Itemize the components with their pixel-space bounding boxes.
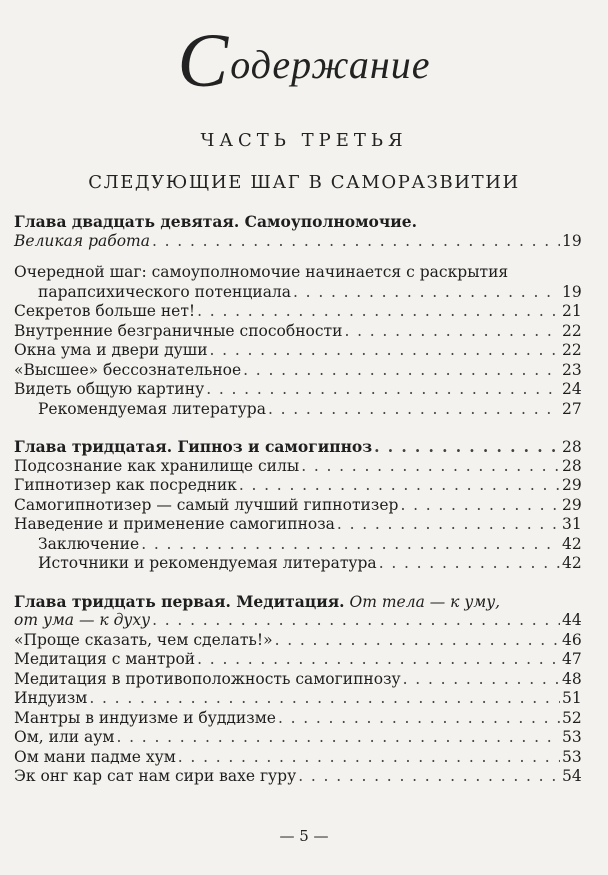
toc-leader-dots [400, 496, 560, 516]
toc-entry [14, 322, 580, 342]
toc-entry [14, 361, 580, 381]
toc-leader-dots [116, 728, 560, 748]
toc-page-number: 23 [562, 360, 582, 379]
toc-page-number: 28 [562, 456, 582, 475]
toc-page-number: 53 [562, 747, 582, 766]
toc-entry-text: Подсознание как хранилище силы [14, 456, 300, 475]
toc-entry-text: Ом мани падме хум [14, 747, 176, 766]
toc-entry [14, 554, 580, 574]
toc-page-number: 48 [562, 669, 582, 688]
title-rest: одержание [230, 42, 431, 87]
toc-entry-line1: Очередной шаг: самоуполномочие начинается с раскрытия [14, 263, 509, 281]
toc-leader-dots [278, 709, 560, 729]
toc-leader-dots [239, 476, 560, 496]
toc-page-number: 54 [562, 767, 582, 785]
toc-entry [14, 709, 580, 729]
toc-page-number: 44 [562, 611, 582, 629]
toc-page-number: 29 [562, 476, 582, 494]
toc-leader-dots [268, 400, 560, 420]
toc-leader-dots [374, 437, 560, 457]
toc-entry [14, 457, 580, 477]
toc-entry [14, 767, 580, 787]
toc-leader-dots [379, 554, 560, 574]
toc-entry-text: Медитация в противоположность самогипнозу [14, 669, 401, 688]
part-heading: ЧАСТЬ ТРЕТЬЯ [200, 130, 408, 151]
toc-page-number: 22 [562, 341, 582, 359]
page-number-footer: — 5 — [279, 827, 329, 845]
toc-entry [14, 476, 580, 496]
toc-page-number: 53 [562, 728, 582, 746]
toc-page-number: 28 [562, 438, 582, 456]
toc-page-number: 24 [562, 380, 582, 398]
toc-entry-text: Великая работа [14, 231, 150, 250]
toc-leader-dots [293, 283, 560, 303]
toc-entry-text: Индуизм [14, 689, 88, 707]
toc-page-number: 19 [562, 282, 582, 301]
toc-entry-text: Мантры в индуизме и буддизме [14, 708, 276, 727]
toc-entry [14, 302, 580, 322]
toc-entry-text: Рекомендуемая литература [38, 399, 266, 418]
toc-entry-text: Окна ума и двери души [14, 341, 208, 359]
toc-entry-text: Гипнотизер как посредник [14, 476, 237, 494]
toc-entry-text: Заключение [38, 534, 140, 553]
toc-entry [14, 380, 580, 400]
toc-leader-dots [337, 515, 560, 535]
toc-leader-dots [206, 380, 560, 400]
toc-page-number: 47 [562, 650, 582, 668]
toc-entry [14, 631, 580, 651]
toc-leader-dots [403, 670, 560, 690]
toc-leader-dots [89, 689, 560, 709]
toc-page-number: 27 [562, 399, 582, 418]
toc-page-number: 19 [562, 231, 582, 250]
toc-page-number: 29 [562, 495, 582, 514]
toc-entry [14, 400, 580, 420]
toc-page-number: 42 [562, 554, 582, 572]
toc-entry [14, 728, 580, 748]
toc-entry-text: Эк онг кар сат нам сири вахе гуру [14, 767, 297, 785]
chapter-31-title: Глава тридцать первая. Медитация. От тела — к уму, [14, 591, 501, 611]
toc-leader-dots [178, 748, 560, 768]
toc-page-number: 51 [562, 689, 582, 707]
toc-page-number: 52 [562, 708, 582, 727]
toc-entry [14, 748, 580, 768]
toc-entry-text: «Проще сказать, чем сделать!» [14, 630, 273, 649]
toc-entry-text: Источники и рекомендуемая литература [38, 554, 377, 572]
toc-entry-text: «Высшее» бессознательное [14, 360, 242, 379]
toc-entry [14, 611, 580, 631]
toc-entry [14, 515, 580, 535]
toc-leader-dots [152, 611, 560, 631]
toc-entry-text: Внутренние безграничные способности [14, 321, 343, 340]
section-heading: СЛЕДУЮЩИЕ ШАГ В САМОРАЗВИТИИ [88, 172, 520, 193]
toc-entry-text: Наведение и применение самогипноза [14, 515, 335, 533]
toc-leader-dots [301, 457, 560, 477]
toc-entry [14, 670, 580, 690]
toc-entry-text: Видеть общую картину [14, 380, 205, 398]
toc-page-number: 22 [562, 321, 582, 340]
toc-leader-dots [197, 650, 560, 670]
toc-leader-dots [210, 341, 560, 361]
chapter-29-title: Глава двадцать девятая. Самоуполномочие. [14, 212, 417, 231]
toc-leader-dots [243, 361, 560, 381]
toc-entry-text: Самогипнотизер — самый лучший гипнотизер [14, 495, 399, 514]
toc-leader-dots [152, 232, 560, 252]
page-title [0, 18, 608, 105]
chapter-30-title [14, 437, 580, 457]
toc-entry-text: парапсихического потенциала [38, 282, 292, 301]
toc-page-number: 42 [562, 534, 582, 553]
toc-leader-dots [141, 535, 560, 555]
toc-entry-text: Секретов больше нет! [14, 302, 196, 320]
toc-entry [14, 650, 580, 670]
toc-entry [14, 341, 580, 361]
toc-entry [14, 535, 580, 555]
toc-page-number: 21 [562, 302, 582, 320]
toc-page-number: 46 [562, 630, 582, 649]
toc-entry-text: Глава тридцатая. Гипноз и самогипноз [14, 437, 373, 456]
table-of-contents [14, 212, 580, 787]
toc-entry-text: Медитация с мантрой [14, 650, 196, 668]
toc-entry-text: от ума — к духу [14, 611, 151, 629]
toc-entry-text: Ом, или аум [14, 728, 115, 746]
toc-leader-dots [298, 767, 560, 787]
toc-entry [14, 232, 580, 252]
toc-page-number: 31 [562, 515, 582, 533]
toc-entry [14, 496, 580, 516]
title-initial: С [177, 19, 230, 103]
toc-leader-dots [197, 302, 560, 322]
toc-leader-dots [275, 631, 560, 651]
toc-entry [14, 283, 580, 303]
toc-entry [14, 689, 580, 709]
toc-leader-dots [344, 322, 560, 342]
